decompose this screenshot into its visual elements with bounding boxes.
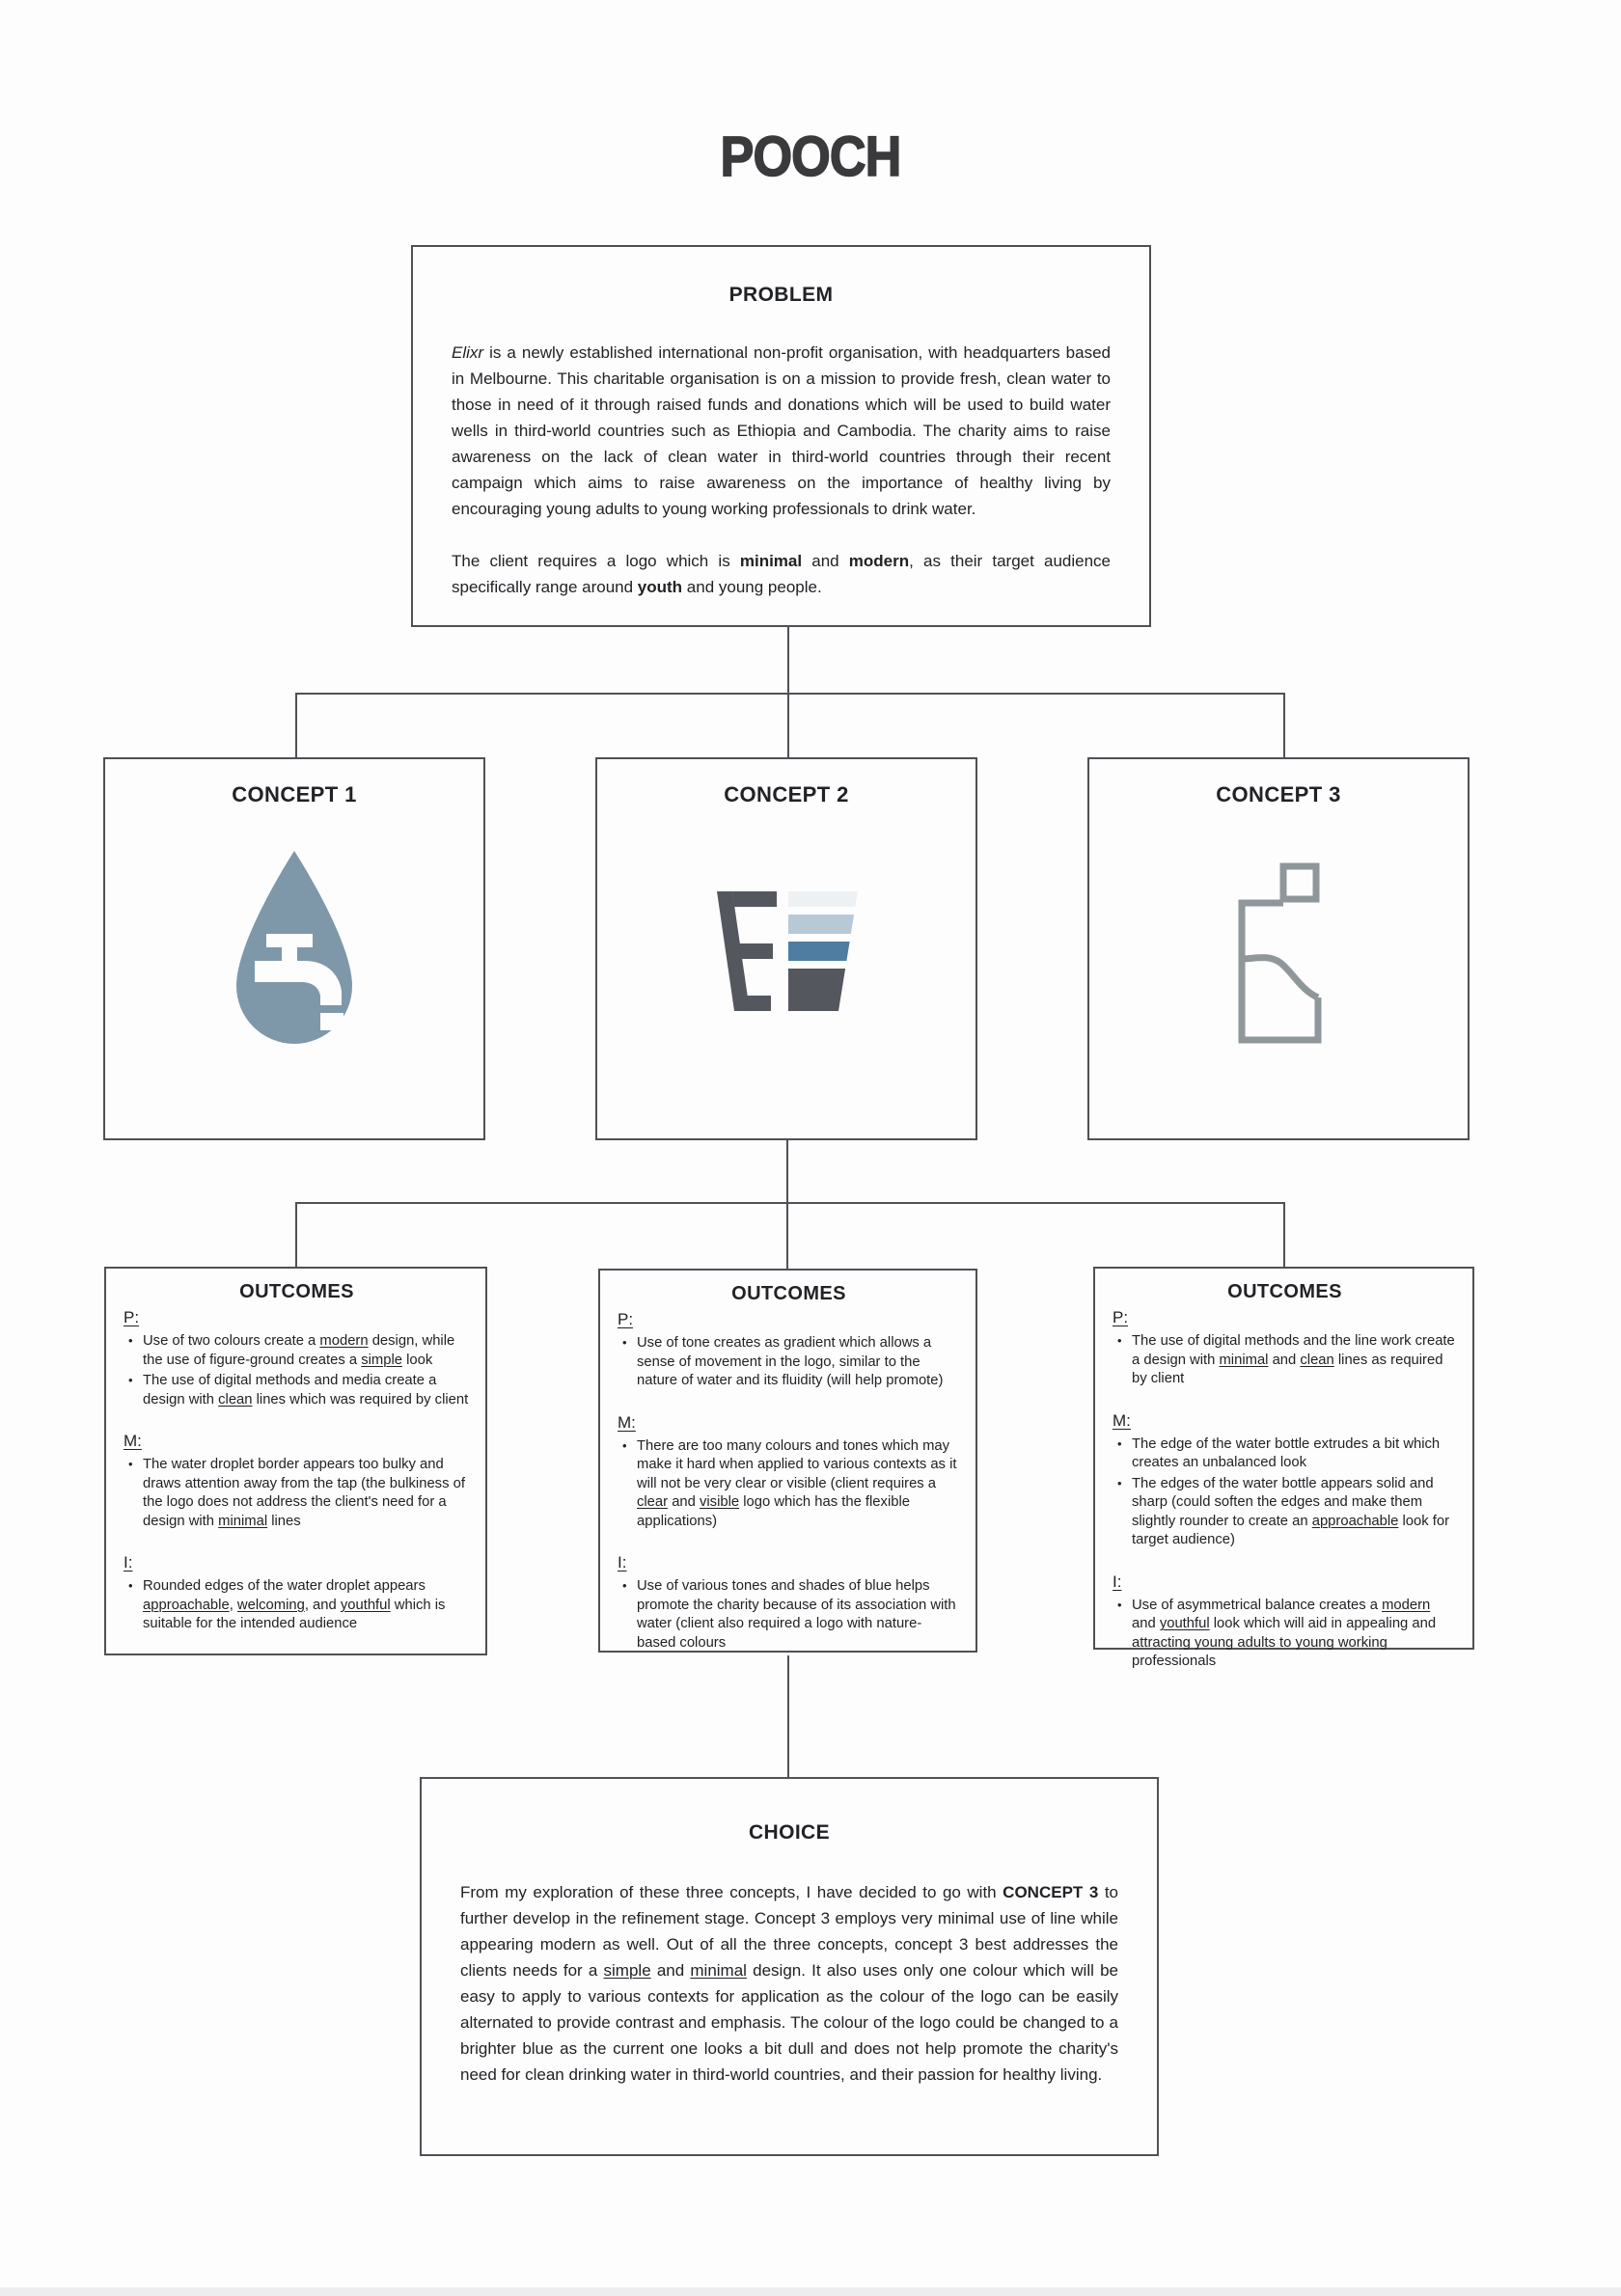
bullet-item	[622, 1437, 960, 1532]
text-segment: minimal	[739, 552, 803, 570]
bullet-list	[1113, 1597, 1457, 1672]
text-segment: and young people.	[682, 578, 822, 596]
connector-line	[787, 1655, 789, 1777]
text-segment: look	[401, 1352, 433, 1368]
text-segment: youthful	[1159, 1616, 1210, 1631]
text-segment: and	[802, 552, 849, 570]
bullet-item	[1117, 1332, 1457, 1389]
text-segment: youthful	[340, 1597, 391, 1613]
bullet-item	[1117, 1597, 1457, 1672]
text-segment: design. It also uses only one colour which will be easy to apply to various contexts for application as the colour of the logo can be easily alternated to provide contrast and emphasis. The colour of the logo could be changed to a brighter blue as the current one looks a bit dull and does not help promote the charity's need for clean drinking water in third-world countries, and their passion for healthy living.	[460, 1961, 1118, 2084]
bullet-list	[124, 1332, 470, 1409]
water-bottle-outline-logo	[1230, 861, 1327, 1045]
text-segment: clean	[218, 1391, 253, 1408]
text-segment: and	[668, 1494, 700, 1510]
text-segment: There are too many colours and tones which may make it hard when applied to various contexts as it will not be very clear or visible (client requires a	[637, 1437, 957, 1491]
concept-3-label: CONCEPT 3	[1216, 782, 1341, 806]
text-segment: modern	[1382, 1597, 1431, 1613]
text-segment: The client requires a logo which is	[452, 552, 740, 570]
section-label: P:	[618, 1310, 634, 1328]
bullet-item	[622, 1334, 960, 1391]
text-segment: which is suitable for the intended audience	[143, 1597, 446, 1631]
bullet-list	[1113, 1435, 1457, 1550]
text-segment: The water droplet border appears too bulky and draws attention away from the tap (the bulkiness of the logo does not address the client's need for a design with	[143, 1457, 465, 1529]
connector-line	[787, 693, 789, 757]
text-segment: look for target audience)	[1132, 1513, 1450, 1547]
text-segment: lines	[267, 1513, 301, 1529]
bullet-item	[128, 1332, 470, 1370]
section-label: M:	[618, 1412, 636, 1432]
text-segment: logo which has the flexible applications)	[637, 1494, 910, 1529]
outcomes-1-section-m	[124, 1432, 470, 1531]
choice-heading: CHOICE	[748, 1821, 831, 1844]
text-segment: welcoming	[236, 1597, 305, 1613]
bullet-item	[128, 1372, 470, 1409]
text-segment: lines as required by client	[1132, 1352, 1443, 1386]
bullet-list	[1113, 1332, 1457, 1389]
text-segment: Use of various tones and shades of blue helps promote the charity because of its association with water (client also required a logo with nature-based colours	[637, 1578, 956, 1651]
concept-2-box	[595, 757, 977, 1140]
outcomes-1-section-p	[124, 1308, 470, 1409]
text-segment: and	[650, 1961, 691, 1980]
problem-box	[411, 245, 1151, 627]
bullet-item	[1117, 1475, 1457, 1550]
text-segment: is a newly established international non-profit organisation, with headquarters based in Melbourne. This charitable organisation is on a mission to provide fresh, clean water to those in need of it through raised funds and donations which will be used to build water wells in third-world countries such as Ethiopia and Cambodia. The charity aims to raise awareness on the lack of clean water in third-world countries through their recent campaign which aims to raise awareness on the importance of healthy living by encouraging young adults to young working professionals to drink water.	[452, 343, 1111, 518]
text-segment: CONCEPT 3	[1003, 1883, 1099, 1901]
bullet-list	[618, 1334, 960, 1391]
outcomes-2-section-p	[618, 1310, 960, 1391]
text-segment: and	[1132, 1616, 1160, 1631]
bullet-item	[128, 1577, 470, 1634]
text-segment: to further develop in the refinement stage. Concept 3 employs very minimal use of line while appearing modern as well. Out of all the three concepts, concept 3 best addresses the clients needs for a	[460, 1883, 1118, 1980]
text-segment: Use of tone creates as gradient which allows a sense of movement in the logo, similar to the nature of water and its fluidity (will help promote)	[637, 1335, 944, 1388]
bullet-list	[618, 1577, 960, 1653]
outcomes-3-heading: OUTCOMES	[1227, 1281, 1342, 1302]
connector-line	[786, 1202, 788, 1269]
section-label: I:	[124, 1553, 133, 1572]
text-segment: and	[1268, 1352, 1301, 1368]
text-segment: The use of digital methods and the line work create a design with	[1132, 1333, 1455, 1368]
bullet-item	[622, 1577, 960, 1653]
text-segment: clear	[637, 1494, 669, 1510]
bullet-item	[128, 1456, 470, 1531]
problem-heading: PROBLEM	[728, 284, 834, 306]
text-segment: lines which was required by client	[252, 1391, 469, 1408]
outcomes-3-section-m	[1113, 1411, 1457, 1550]
outcomes-3-box	[1093, 1267, 1474, 1669]
outcomes-3-section-p	[1113, 1308, 1457, 1389]
text-segment: , and	[304, 1597, 341, 1613]
outcomes-2-section-i	[618, 1553, 960, 1653]
letter-e-tone-gradient-glass-logo	[715, 891, 858, 1011]
text-segment: clean	[1300, 1352, 1334, 1368]
bullet-item	[1117, 1435, 1457, 1473]
text-segment: The use of digital methods and media create a design with	[143, 1373, 437, 1408]
connector-line	[787, 627, 789, 693]
text-segment: youth	[637, 578, 683, 596]
text-segment: The edge of the water bottle extrudes a bit which creates an unbalanced look	[1132, 1435, 1441, 1470]
text-segment: From my exploration of these three concepts, I have decided to go with	[460, 1883, 1003, 1901]
concept-2-logo	[597, 891, 975, 1016]
connector-line	[295, 693, 1285, 695]
text-segment: minimal	[1219, 1352, 1269, 1368]
concept-3-box	[1087, 757, 1470, 1140]
text-segment: Use of asymmetrical balance creates a	[1132, 1597, 1383, 1613]
text-segment: Rounded edges of the water droplet appears	[143, 1578, 426, 1594]
section-label: M:	[124, 1432, 142, 1450]
outcomes-1-heading: OUTCOMES	[239, 1281, 354, 1302]
choice-paragraph	[460, 1879, 1118, 2088]
text-segment: minimal	[218, 1513, 268, 1529]
text-segment: approachable	[143, 1597, 230, 1613]
concept-1-label: CONCEPT 1	[232, 782, 357, 806]
connector-line	[295, 1202, 1285, 1204]
concept-1-box	[103, 757, 485, 1140]
problem-paragraph	[452, 548, 1111, 600]
outcomes-1-box	[104, 1267, 487, 1655]
text-segment: ,	[229, 1597, 237, 1613]
connector-line	[295, 1202, 297, 1267]
text-segment: simple	[361, 1352, 402, 1368]
outcomes-3-section-i	[1113, 1572, 1457, 1672]
outcomes-1-section-i	[124, 1553, 470, 1634]
section-label: P:	[1113, 1308, 1129, 1326]
text-segment: simple	[603, 1961, 651, 1980]
bullet-list	[618, 1437, 960, 1532]
text-segment: visible	[700, 1494, 740, 1510]
text-segment: The edges of the water bottle appears solid and sharp (could soften the edges and make them slightly rounder to create an	[1132, 1475, 1434, 1529]
text-segment: look which will aid in appealing and attracting young adults to young working professionals	[1132, 1616, 1437, 1669]
text-segment: Elixr	[452, 343, 484, 362]
concept-3-logo	[1089, 861, 1468, 1050]
concept-2-label: CONCEPT 2	[724, 782, 849, 806]
section-label: P:	[124, 1308, 140, 1326]
bullet-list	[124, 1577, 470, 1634]
section-label: I:	[618, 1553, 627, 1572]
problem-paragraph	[452, 340, 1111, 522]
connector-line	[1283, 1202, 1285, 1267]
page-title: POOCH	[720, 125, 901, 188]
choice-box	[420, 1777, 1159, 2156]
text-segment: Use of two colours create a	[143, 1333, 320, 1349]
outcomes-2-heading: OUTCOMES	[731, 1283, 846, 1304]
text-segment: minimal	[690, 1961, 747, 1980]
text-segment: design, while the use of figure-ground creates a	[143, 1333, 455, 1368]
scan-page-edge	[0, 2287, 1621, 2296]
section-label: M:	[1113, 1410, 1131, 1430]
text-segment: modern	[319, 1333, 369, 1349]
concept-1-logo	[105, 839, 483, 1060]
bullet-list	[124, 1456, 470, 1531]
connector-line	[295, 693, 297, 757]
text-segment: , as their target audience specifically range around	[452, 552, 1112, 596]
text-segment: approachable	[1311, 1513, 1399, 1529]
section-label: I:	[1113, 1572, 1122, 1591]
text-segment: modern	[848, 552, 910, 570]
outcomes-2-section-m	[618, 1413, 960, 1532]
connector-line	[786, 1140, 788, 1202]
water-droplet-tap-logo	[218, 839, 371, 1055]
outcomes-2-box	[598, 1269, 977, 1653]
connector-line	[1283, 693, 1285, 757]
